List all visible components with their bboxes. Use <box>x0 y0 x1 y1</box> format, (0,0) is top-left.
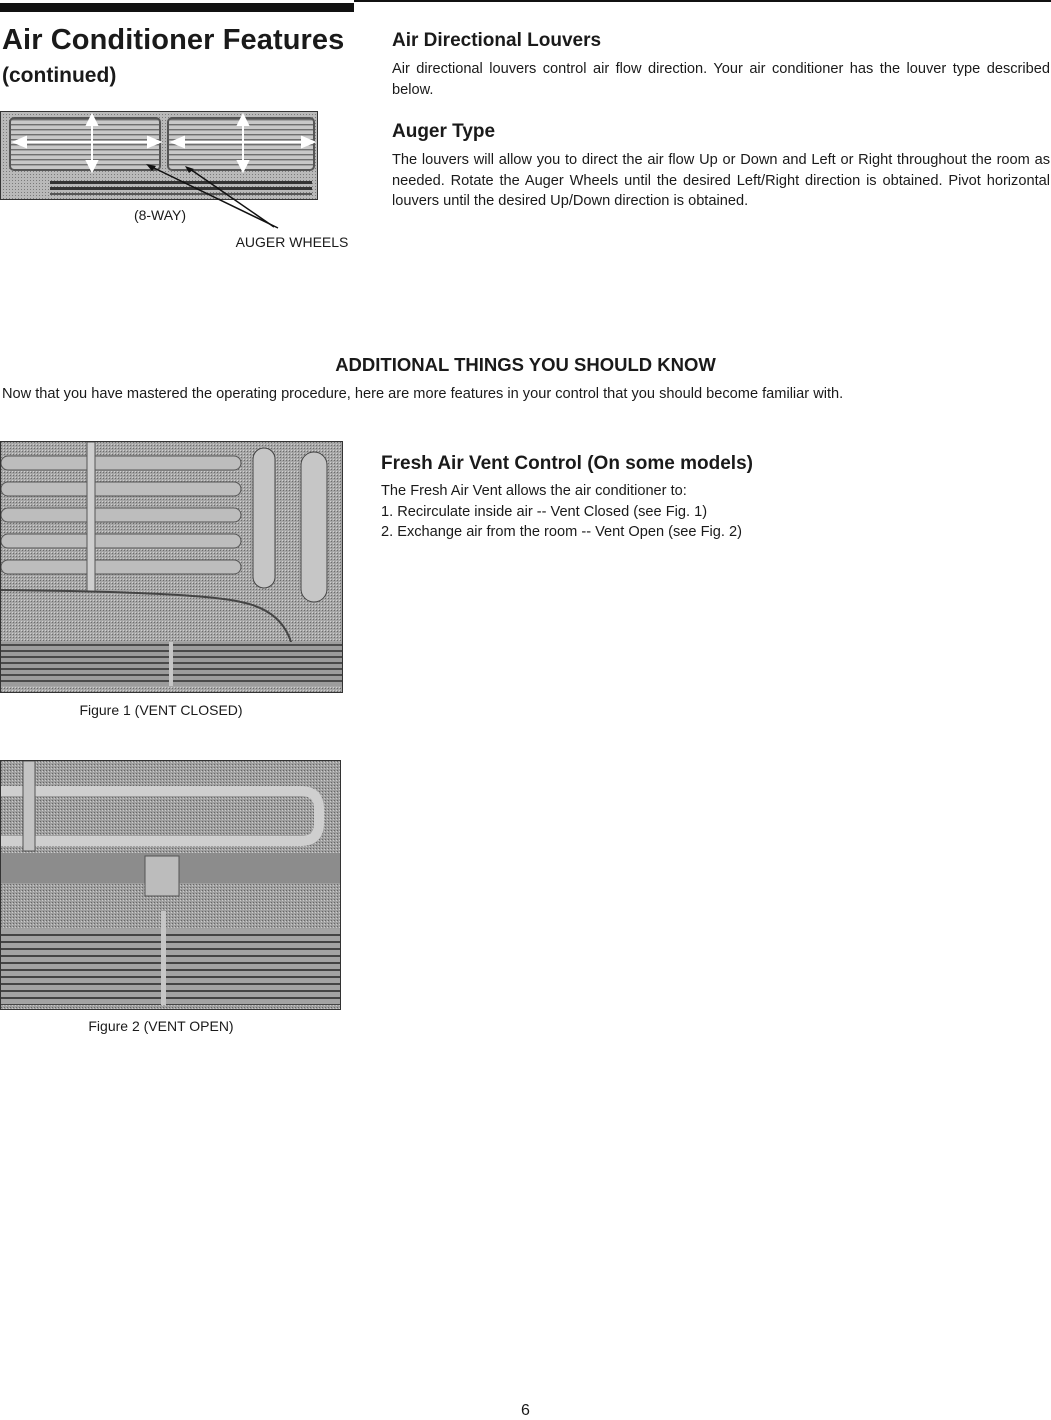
figure-1-caption: Figure 1 (VENT CLOSED) <box>79 702 243 718</box>
additional-intro: Now that you have mastered the operating procedure, here are more features in your control that you should become familiar with. <box>2 386 844 402</box>
fresh-air-lead: The Fresh Air Vent allows the air conditioner to: <box>381 483 687 499</box>
figure-1-photo <box>0 441 343 693</box>
additional-heading: ADDITIONAL THINGS YOU SHOULD KNOW <box>335 354 716 375</box>
louvers-text: Air directional louvers control air flow direction. Your air conditioner has the louver type described below. <box>392 61 1050 98</box>
auger-text: The louvers will allow you to direct the air flow Up or Down and Left or Right throughout the room as needed. Rotate the Auger Wheels until the desired Left/Right direction is obtained. Pivot horizontal louvers until the desired Up/Down direction is obtained. <box>392 152 1050 209</box>
figure-2-caption: Figure 2 (VENT OPEN) <box>88 1018 234 1034</box>
louver-label-auger-wheels: AUGER WHEELS <box>235 234 349 250</box>
figure-2-photo <box>0 760 341 1010</box>
fresh-air-text <box>381 481 1041 543</box>
header-rule-thick <box>0 3 354 12</box>
page-number: 6 <box>521 1402 530 1419</box>
vent-open-illustration <box>1 761 340 1009</box>
fresh-air-item-2: 2. Exchange air from the room -- Vent Open (see Fig. 2) <box>381 524 742 540</box>
louver-label-8way: (8-WAY) <box>133 207 187 223</box>
louvers-heading: Air Directional Louvers <box>392 30 602 51</box>
auger-heading: Auger Type <box>392 121 496 142</box>
header-rule-thin <box>354 0 1051 2</box>
page-title: Air Conditioner Features <box>2 24 345 56</box>
fresh-air-item-1: 1. Recirculate inside air -- Vent Closed (see Fig. 1) <box>381 503 708 520</box>
page-subtitle: (continued) <box>2 64 117 87</box>
vent-closed-illustration <box>1 442 342 692</box>
fresh-air-heading: Fresh Air Vent Control (On some models) <box>381 453 753 474</box>
